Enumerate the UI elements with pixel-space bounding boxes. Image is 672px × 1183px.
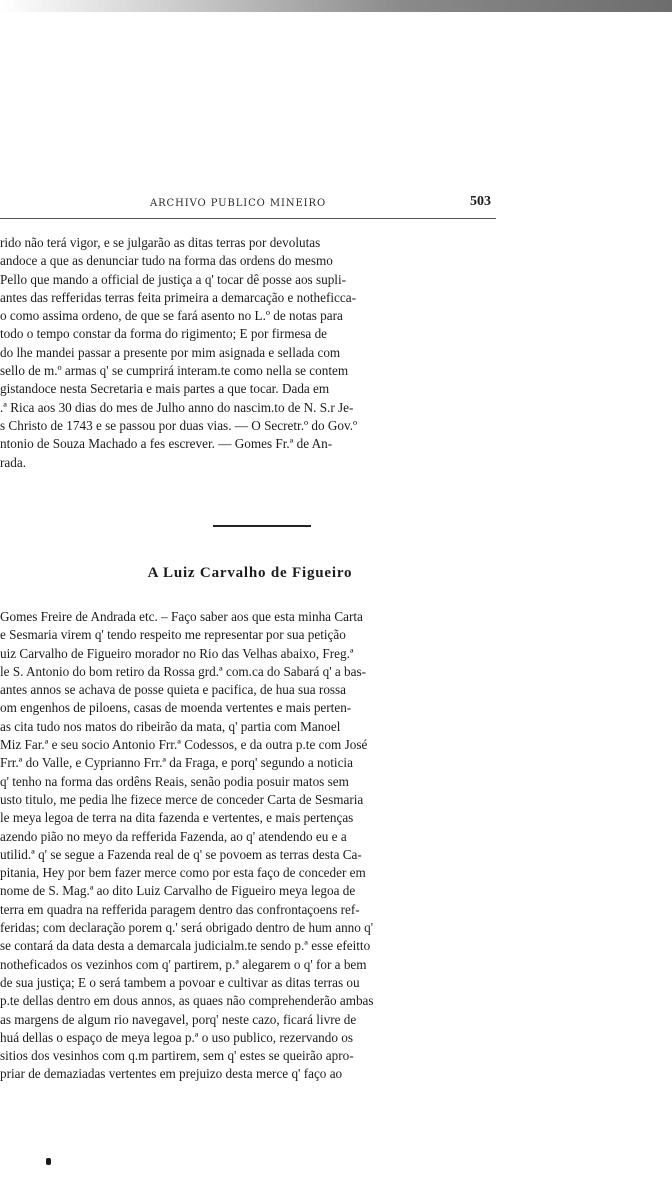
text-line: s Christo de 1743 e se passou por duas vias. — O Secretr.º do Gov.º: [0, 417, 358, 433]
section-heading: A Luiz Carvalho de Figueiro: [147, 565, 353, 581]
text-line: e Sesmaria virem q' tendo respeito me representar por sua petição: [0, 627, 346, 643]
text-line: antes das refferidas terras feita primeira a demarcação e notheficca-: [0, 289, 356, 305]
text-line: .ª Rica aos 30 dias do mes de Julho anno do nascim.to de N. S.r Je-: [0, 399, 354, 415]
text-line: Miz Far.ª e seu socio Antonio Frr.ª Codessos, e da outra p.te com José: [0, 737, 368, 753]
text-line: priar de demaziadas vertentes em prejuizo desta merce q' faço ao: [0, 1066, 343, 1082]
text-line: sitios dos vesinhos com q.m partirem, sem q' estes se queirão apro-: [0, 1048, 354, 1064]
text-line: Gomes Freire de Andrada etc. – Faço saber aos que esta minha Carta: [0, 609, 363, 624]
text-line: gistandoce nesta Secretaria e mais partes a que tocar. Dada em: [0, 381, 330, 397]
scan-top-edge-shadow: [0, 0, 672, 12]
text-line: notheficados os vezinhos com q' partirem, p.ª alegarem o q' for a bem: [0, 956, 367, 972]
text-line: o como assima ordeno, de que se fará asento no L.º de notas para: [0, 308, 343, 324]
text-line: nome de S. Mag.ª ao dito Luiz Carvalho de Figueiro meya legoa de: [0, 883, 356, 899]
text-line: todo o tempo constar da forma do rigimento; E por firmesa de: [0, 326, 328, 342]
text-line: terra em quadra na refferida paragem dentro das confrontaçoens ref-: [0, 901, 360, 917]
text-line: uiz Carvalho de Figueiro morador no Rio das Velhas abaixo, Freg.ª: [0, 645, 354, 661]
text-line: utilid.ª q' se segue a Fazenda real de q' se povoem as terras desta Ca-: [0, 846, 362, 862]
text-line: Frr.ª do Valle, e Cyprianno Frr.ª da Fraga, e porq' segundo a noticia: [0, 755, 353, 771]
text-line: azendo pião no meyo da refferida Fazenda, ao q' atendendo eu e a: [0, 828, 347, 844]
text-line: rido não terá vigor, e se julgarão as ditas terras por devolutas: [0, 235, 321, 250]
paragraph-continued: [0, 234, 500, 472]
page-number: 503: [470, 194, 491, 209]
paragraph-sesmaria-grant: [0, 608, 500, 1084]
text-line: ntonio de Souza Machado a fes escrever. — Gomes Fr.ª de An-: [0, 436, 333, 452]
running-title: ARCHIVO PUBLICO MINEIRO: [150, 198, 327, 209]
ink-mark: [46, 1158, 51, 1165]
text-line: de sua justiça; E o será tambem a povoar e cultivar as ditas terras ou: [0, 974, 360, 990]
running-head: [0, 196, 672, 216]
text-line: as cita tudo nos matos do ribeirão da mata, q' partia com Manoel: [0, 718, 341, 734]
text-line: antes annos se achava de posse quieta e pacifica, de hua sua rossa: [0, 682, 347, 698]
text-line: sello de m.º armas q' se cumprirá interam.te como nella se contem: [0, 363, 349, 379]
text-line: om engenhos de piloens, casas de moenda vertentes e mais perten-: [0, 700, 352, 716]
text-line: se contará da data desta a demarcala judicialm.te sendo p.ª esse efeitto: [0, 938, 371, 954]
text-line: huá dellas o espaço de meya legoa p.ª o uso publico, rezervando os: [0, 1029, 353, 1045]
text-line: usto titulo, me pedia lhe fizece merce de conceder Carta de Sesmaria: [0, 791, 364, 807]
text-line: as margens de algum rio navegavel, porq' neste cazo, ficará livre de: [0, 1011, 357, 1027]
section-divider-rule: [213, 525, 311, 527]
text-line: q' tenho na forma das ordêns Reais, senão podia posuir matos sem: [0, 773, 349, 789]
text-line: le meya legoa de terra na dita fazenda e vertentes, e mais pertenças: [0, 810, 354, 826]
text-line: le S. Antonio do bom retiro da Rossa grd.ª com.ca do Sabará q' a bas-: [0, 663, 367, 679]
header-rule: [0, 218, 496, 219]
text-line: do lhe mandei passar a presente por mim asignada e sellada com: [0, 344, 341, 360]
text-line: Pello que mando a official de justiça a q' tocar dê posse aos supli-: [0, 271, 347, 287]
text-line: pitania, Hey por bem fazer merce como por esta faço de conceder em: [0, 865, 366, 881]
text-line: andoce a que as denunciar tudo na forma das ordens do mesmo: [0, 253, 333, 269]
text-line: p.te dellas dentro em dous annos, as quaes não comprehenderão ambas: [0, 993, 374, 1009]
text-line: rada.: [0, 454, 26, 470]
text-line: feridas; com declaração porem q.' será obrigado dentro de hum anno q': [0, 920, 374, 936]
